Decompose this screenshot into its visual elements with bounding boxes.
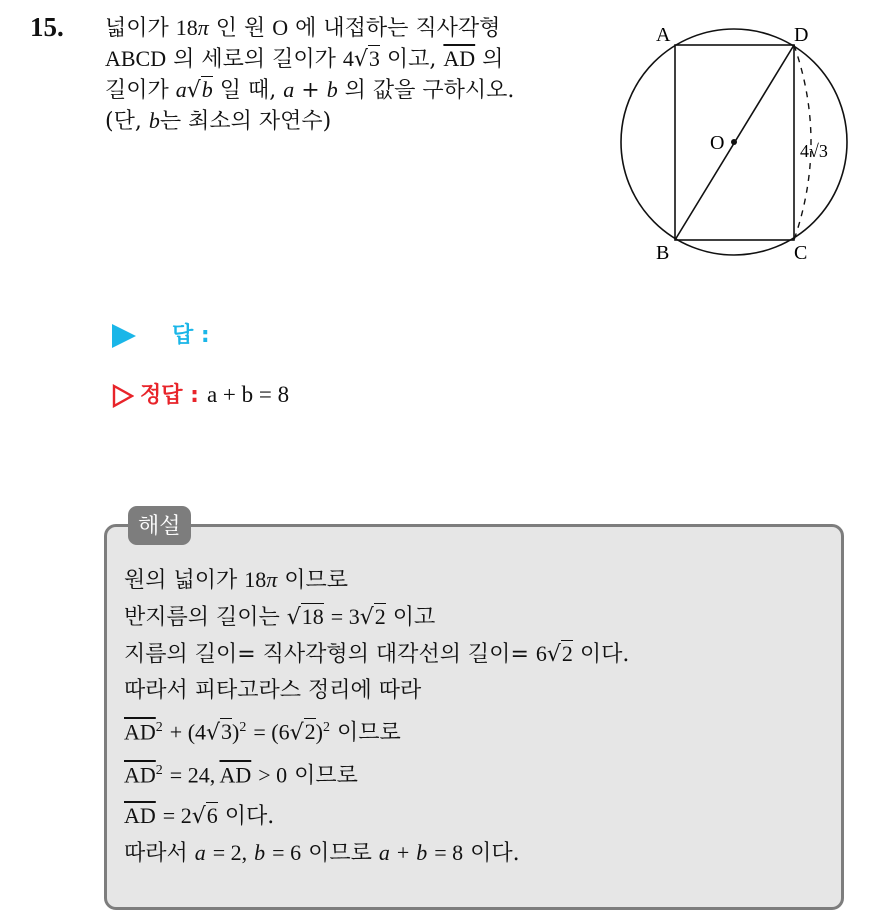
solution-line-2: 반지름의 길이는 √18 = 3√2 이고 <box>124 604 436 630</box>
solution-text <box>124 561 629 871</box>
correct-value: a + b = 8 <box>206 382 290 407</box>
solution-line-6: $\overline{AD}^2 = 24$, $\overline{AD} > 0$ 이므로 <box>124 762 358 789</box>
solution-line-5: $\overline{AD}^2 + (4√3)^2 = (6√2)^2$ 이므로 <box>124 719 401 746</box>
center-point-o <box>731 139 737 145</box>
solution-line-8: 따라서 a = 2, b = 6 이므로 a + b = 8 이다. <box>124 840 520 866</box>
solution-tag: 해설 <box>128 506 191 545</box>
problem-text <box>105 12 600 136</box>
label-b: B <box>656 242 670 264</box>
answer-label: 답 : <box>172 323 210 348</box>
label-d: D <box>794 24 809 46</box>
correct-answer-row <box>112 378 289 409</box>
correct-label: 정답 : <box>140 383 199 408</box>
solution-line-3: 지름의 길이= 직사각형의 대각선의 길이= 6√2 이다. <box>124 641 630 667</box>
outline-triangle-icon <box>112 384 134 408</box>
label-side-length: 4√3 <box>800 141 828 161</box>
problem-number: 15. <box>30 12 64 42</box>
label-a: A <box>656 24 671 46</box>
problem-line-3: 길이가 a√b 일 때, a + b 의 값을 구하시오. <box>105 77 515 103</box>
circle-rectangle-figure <box>610 18 880 273</box>
label-o: O <box>710 132 725 154</box>
solution-line-1: 원의 넓이가 18π 이므로 <box>124 567 349 593</box>
label-c: C <box>794 242 808 264</box>
play-triangle-icon <box>112 324 136 348</box>
answer-row <box>112 318 210 349</box>
problem-line-2: ABCD 의 세로의 길이가 4√3 이고, $\overline{AD}$ 의 <box>105 46 504 72</box>
problem-line-4: (단, b는 최소의 자연수) <box>105 108 332 134</box>
solution-line-7: $\overline{AD} = 2√6$ 이다. <box>124 803 275 829</box>
solution-line-4: 따라서 피타고라스 정리에 따라 <box>124 678 422 703</box>
problem-line-1: 넓이가 18π 인 원 O 에 내접하는 직사각형 <box>105 15 501 41</box>
